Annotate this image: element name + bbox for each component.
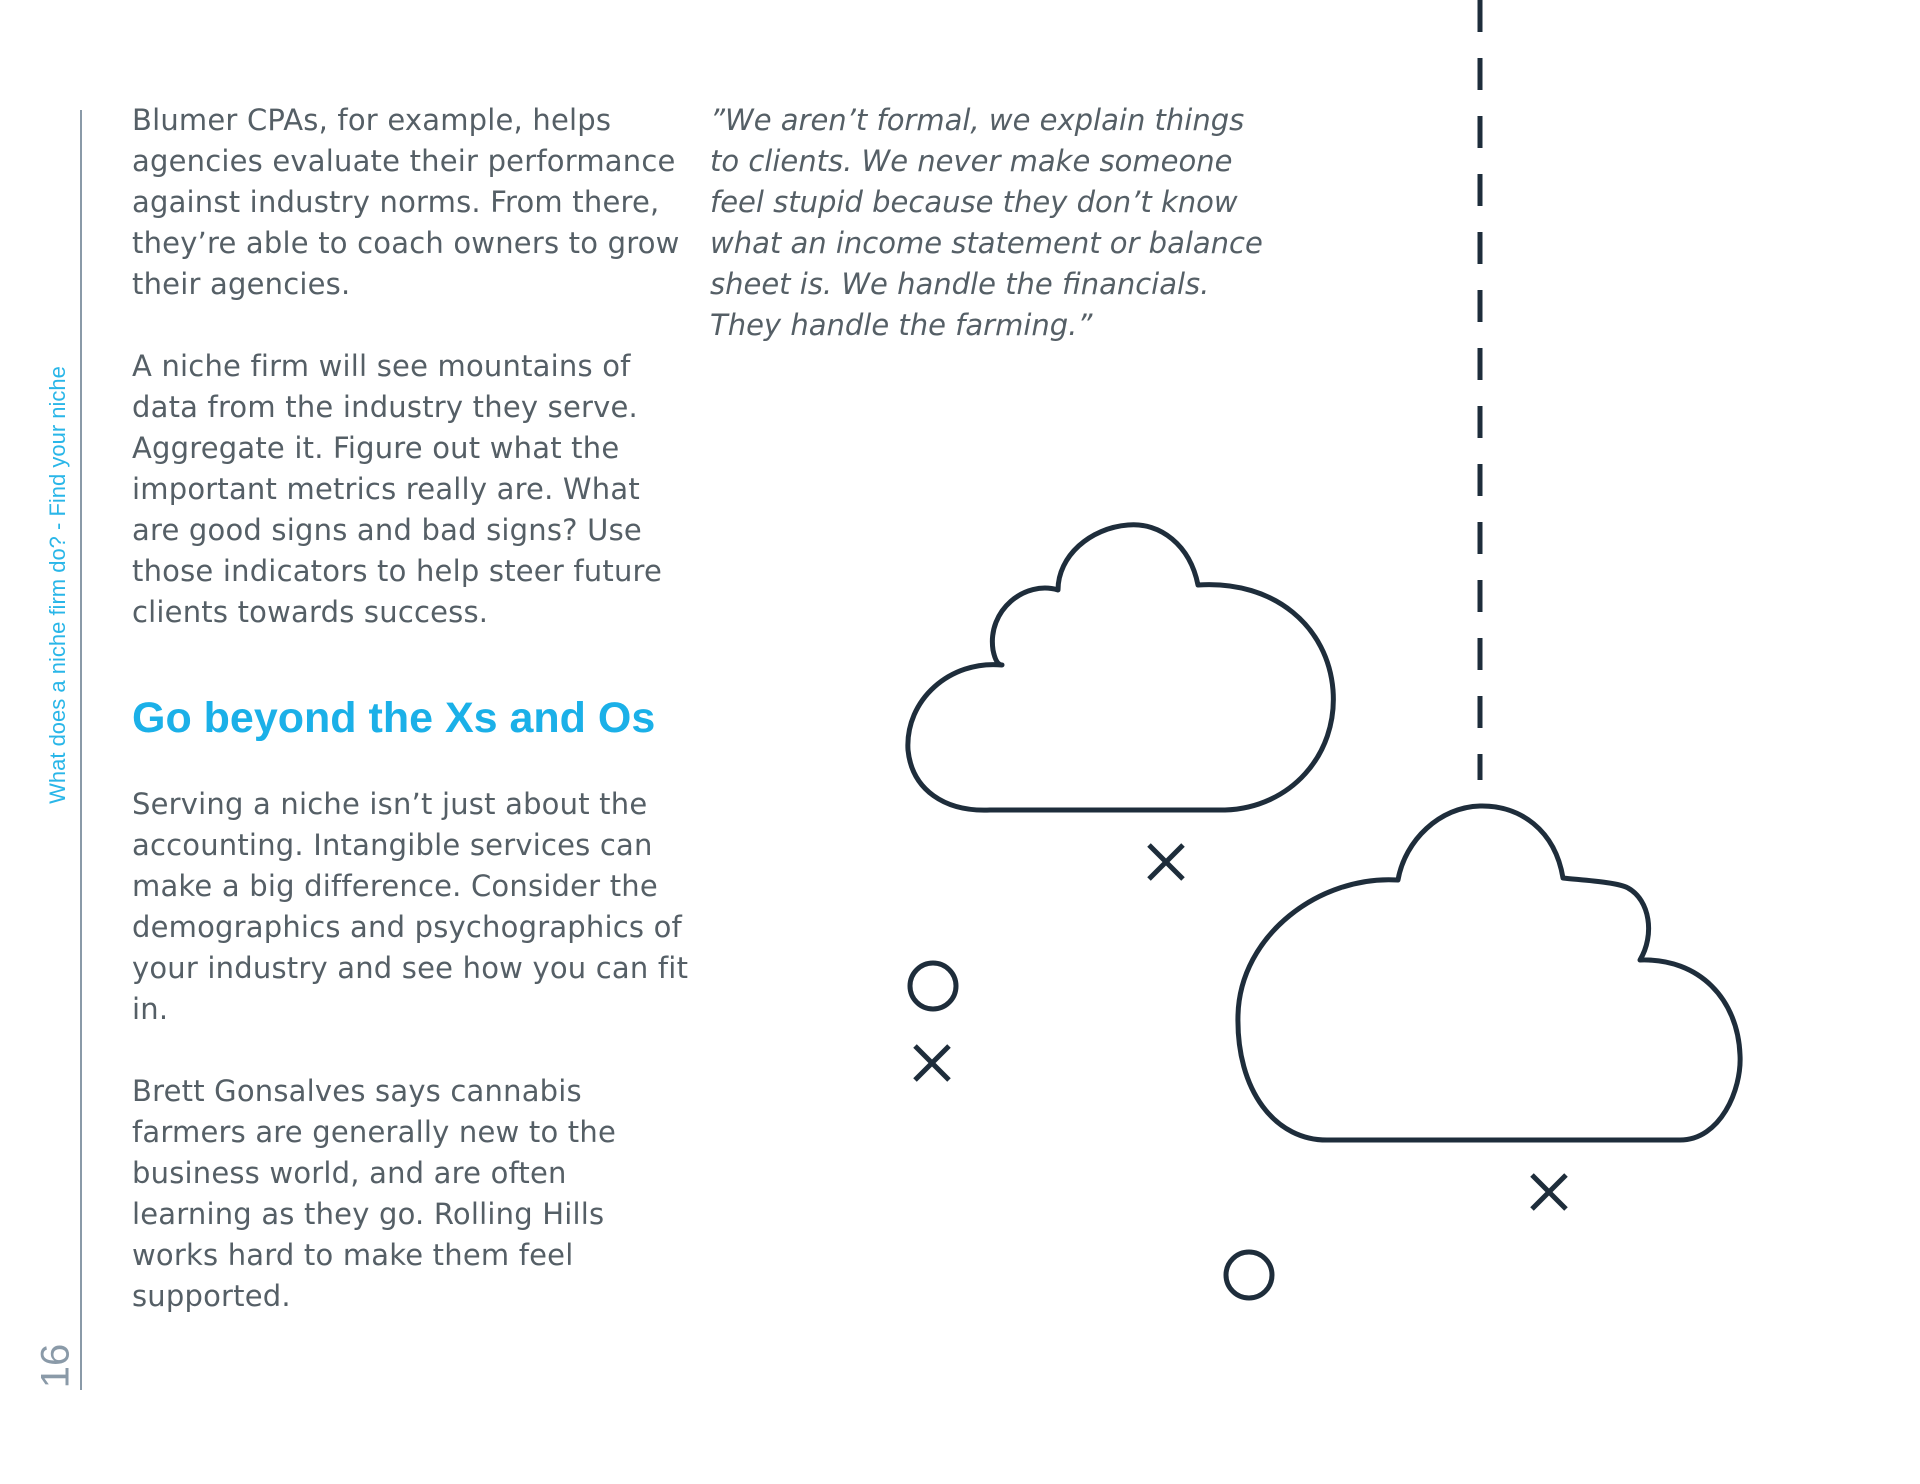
paragraph-brett: Brett Gonsalves says cannabis farmers are generally new to the business world, and are often learning as they go. Rolling Hills works hard to make them feel supported. xyxy=(132,1074,616,1313)
page-number: 16 xyxy=(33,1343,78,1389)
o-mark-icon-2 xyxy=(1226,1252,1272,1298)
cloud-icon-upper xyxy=(908,525,1333,810)
section-label: What does a niche firm do? - Find your niche xyxy=(45,366,70,804)
x-mark-icon-2 xyxy=(915,1046,949,1080)
pull-quote: ”We aren’t formal, we explain things to clients. We never make someone feel stupid because they don’t know what an income statement or balance sheet is. We handle the financials. They handle the farming.” xyxy=(710,103,1263,342)
section-heading: Go beyond the Xs and Os xyxy=(132,694,656,742)
paragraph-niche: Serving a niche isn’t just about the accounting. Intangible services can make a big difference. Consider the demographics and psychographics of your industry and see how you can fit in. xyxy=(132,787,689,1026)
x-mark-icon-3 xyxy=(1532,1175,1566,1209)
o-mark-icon-1 xyxy=(910,963,956,1009)
paragraph-blumer: Blumer CPAs, for example, helps agencies evaluate their performance against industry norms. From there, they’re able to coach owners to grow their agencies. xyxy=(132,103,680,301)
paragraph-data: A niche firm will see mountains of data from the industry they serve. Aggregate it. Figure out what the important metrics really are. What are good signs and bad signs? Use those indicators to help steer future clients towards success. xyxy=(132,349,663,629)
x-mark-icon-1 xyxy=(1149,845,1183,879)
cloud-icon-lower xyxy=(1238,806,1740,1140)
